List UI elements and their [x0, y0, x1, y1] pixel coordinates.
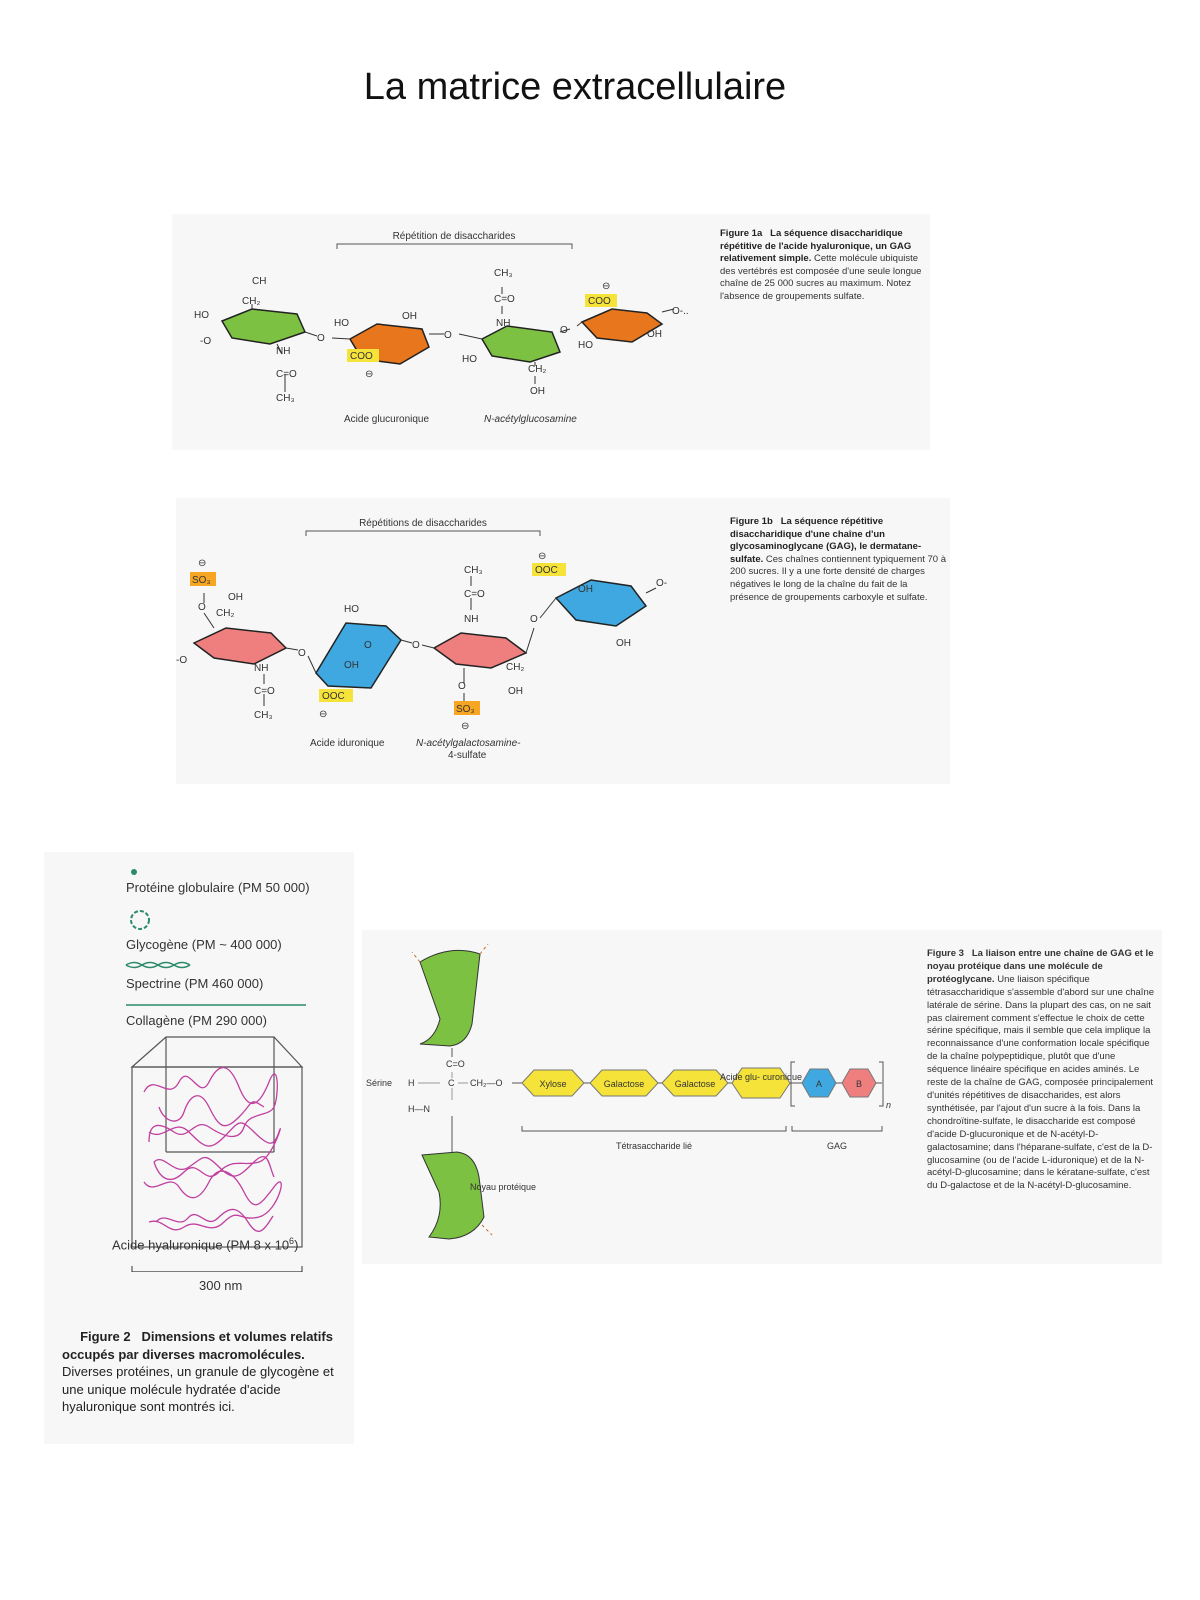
fig1a-o-left: -O — [200, 336, 212, 347]
fig1a-ho4: HO — [578, 340, 593, 351]
fig2-ha-text: Acide hyaluronique (PM 8 x 10 — [112, 1237, 290, 1253]
fig1a-ch3-b: CH₃ — [494, 268, 513, 279]
svg-text:Acide glu- curonique: Acide glu- curonique — [719, 1072, 803, 1082]
fig1b-ch2-a: CH₂ — [216, 608, 235, 619]
fig1a-o-end: O-.. — [672, 306, 689, 317]
fig1a-ch: CH — [252, 276, 267, 287]
fig3-ch2o: CH₂—O — [470, 1078, 503, 1088]
fig1a-ch2: CH₂ — [242, 296, 261, 307]
fig2-caption — [62, 1328, 348, 1416]
figure-1a-diagram — [172, 214, 732, 450]
fig1b-co-a: C=O — [254, 686, 275, 697]
hyaluronic-acid-cube — [132, 1037, 302, 1247]
fig1a-o3: O — [560, 325, 568, 336]
fig3-hn: H—N — [408, 1104, 430, 1114]
fig1a-minus-2: ⊖ — [602, 281, 611, 292]
svg-text:Xylose: Xylose — [539, 1079, 567, 1089]
fig1a-ho3: HO — [462, 354, 477, 365]
fig3-unit-b — [842, 1069, 876, 1097]
fig1b-oh-c: OH — [508, 686, 523, 697]
fig1b-ooc-1: OOC — [322, 691, 345, 702]
fig1a-co-b: C=O — [494, 294, 515, 305]
fig1b-caption-fig: Figure 1b — [730, 516, 773, 527]
fig3-caption — [927, 948, 1157, 1193]
fig1b-ch3-a: CH₃ — [254, 710, 273, 721]
fig3-unit-a — [802, 1069, 836, 1097]
fig3-caption-bold: La liaison entre une chaîne de GAG et le noyau protéique dans une molécule de protéoglycane. — [927, 948, 1154, 985]
fig1b-caption-text: Ces chaînes contiennent typiquement 70 à 200 sucres. Il y a une forte densité de charges négatives le long de la chaîne du fait de la présence de groupements carboxyle et sulfate. — [730, 553, 946, 603]
fig1a-ring-green-1 — [222, 309, 305, 344]
svg-text:A: A — [815, 1079, 823, 1089]
fig1a-ch3: CH₃ — [276, 393, 295, 404]
fig1b-oh-b: OH — [344, 660, 359, 671]
fig1b-minus-4: ⊖ — [538, 551, 547, 562]
fig2-item-spectrin: Spectrine (PM 460 000) — [126, 976, 264, 991]
figure-1b-panel — [176, 498, 950, 784]
fig2-ha-label — [112, 1236, 298, 1252]
figure-1b-diagram — [176, 498, 716, 784]
fig1b-oh-e: OH — [616, 638, 631, 649]
fig1b-o-end: O- — [656, 578, 668, 589]
fig1b-nh-b: NH — [464, 614, 479, 625]
fig1a-coo-1: COO — [350, 351, 373, 362]
fig1a-ch2-b: CH₂ — [528, 364, 547, 375]
fig1a-nh-b: NH — [496, 318, 511, 329]
fig3-gag: GAG — [826, 1141, 848, 1151]
fig1b-o-left: -O — [176, 655, 188, 666]
fig1b-label-right-1: N-acétylgalactosamine- — [416, 738, 521, 749]
fig1b-ring-blue-1 — [316, 623, 401, 688]
fig1b-caption-bold: La séquence répétitive disaccharidique d'une chaîne d'un glycosaminoglycane (GAG), le dermatane-sulfate. — [730, 516, 922, 565]
svg-text:B: B — [855, 1079, 863, 1089]
fig1a-caption-fig: Figure 1a — [720, 228, 763, 239]
fig1b-nh-a: NH — [254, 663, 269, 674]
fig1a-caption-bold: La séquence disaccharidique répétitive de l'acide hyaluronique, un GAG relativement simple. — [720, 228, 912, 265]
fig1a-ho: HO — [194, 310, 209, 321]
fig3-n: n — [886, 1100, 892, 1110]
fig3-sugar-galactose-2 — [662, 1070, 728, 1096]
fig3-sugar-galactose-1 — [590, 1070, 658, 1096]
fig1b-co-b: C=O — [464, 589, 485, 600]
fig2-caption-fig: Figure 2 — [80, 1329, 131, 1344]
protein-core-bottom — [422, 1152, 484, 1239]
fig1a-oh: OH — [402, 311, 417, 322]
fig3-caption-text: Une liaison spécifique tétrasaccharidique s'assemble d'abord sur une chaîne latérale de sérine. Dans la plupart des cas, on ne sait pas clairement comment s'effectue le choix de cette sérine spécifique, mais il semble que cela implique la reconnaissance d'une conformation locale spécifique de la chaîne polypeptidique, plutôt que d'une séquence linéaire spécifique en acides aminés. Le reste de la chaîne de GAG, composée principalement d'unités répétitives de disaccharides, est alors synthétisée, par l'ajout d'un sucre à la fois. Dans la chondroïtine-sulfate, le disaccharide est composé d'acide D-glucuronique et de N-acétyl-D-galactosamine; dans l'héparane-sulfate, c'est de la D-glucosamine (ou de l'acide L-iduronique) et de la N-acétyl-D-glucosamine; dans le kératane-sulfate, c'est du D-galactose et de la N-acétyl-D-glucosamine. — [927, 973, 1155, 1192]
fig1a-coo-2: COO — [588, 296, 611, 307]
fig2-scale-label: 300 nm — [199, 1278, 243, 1293]
fig3-co: C=O — [446, 1059, 465, 1069]
fig2-item-protein: Protéine globulaire (PM 50 000) — [126, 880, 310, 895]
fig1a-caption — [720, 228, 930, 304]
fig3-caption-fig: Figure 3 — [927, 948, 964, 959]
fig1a-caption-text: Cette molécule ubiquiste des vertébrés est composée d'une seule longue chaîne de 25 000 sucres au maximum. Notez l'absence de groupements sulfate. — [720, 253, 922, 302]
fig1a-minus-1: ⊖ — [365, 369, 374, 380]
fig3-sugar-xylose — [522, 1070, 584, 1096]
svg-text:Galactose: Galactose — [674, 1079, 716, 1089]
fig1b-minus-3: ⊖ — [461, 721, 470, 732]
glycogen-granule-icon — [131, 911, 149, 929]
fig1b-minus-2: ⊖ — [319, 709, 328, 720]
fig1b-o-a: O — [198, 602, 206, 613]
fig3-h: H — [408, 1078, 415, 1088]
fig1a-co: C=O — [276, 369, 297, 380]
figure-3-diagram — [362, 930, 902, 1264]
fig1a-label-left: Acide glucuronique — [344, 414, 430, 425]
fig2-item-glycogen: Glycogène (PM ~ 400 000) — [126, 937, 282, 952]
fig1b-ho: HO — [344, 604, 359, 615]
fig2-caption-text: Diverses protéines, un granule de glycogène et une unique molécule hydratée d'acide hyaluronique sont montrés ici. — [62, 1364, 334, 1414]
hyaluronic-acid-coil — [144, 1068, 281, 1232]
fig1b-so3-2: SO₃ — [456, 704, 475, 715]
fig3-serine: Sérine — [366, 1078, 393, 1088]
fig3-noyau: Noyau protéique — [470, 1182, 537, 1192]
figure-2-diagram — [44, 852, 354, 1272]
svg-text:Galactose: Galactose — [603, 1079, 645, 1089]
fig1b-bracket-label: Répétitions de disaccharides — [359, 518, 487, 529]
fig1a-oh-b: OH — [530, 386, 545, 397]
fig1b-o-2: O — [412, 640, 420, 651]
fig1a-ho2: HO — [334, 318, 349, 329]
figure-2-panel — [44, 852, 354, 1444]
fig1b-oh-a: OH — [228, 592, 243, 603]
fig1a-ring-green-2 — [482, 326, 560, 362]
fig3-sugar-glucuronic — [720, 1068, 802, 1098]
fig1a-bracket-label: Répétition de disaccharides — [392, 231, 516, 242]
figure-1a-panel — [172, 214, 930, 450]
globular-protein-dot — [131, 869, 137, 875]
fig2-caption-bold: Dimensions et volumes relatifs occupés par diverses macromolécules. — [62, 1329, 333, 1362]
figure-3-panel — [362, 930, 1162, 1264]
fig2-ha-close: ) — [294, 1237, 299, 1253]
page-title: La matrice extracellulaire — [363, 66, 787, 108]
fig1b-label-right-2: 4-sulfate — [448, 750, 487, 761]
fig1b-o-3: O — [530, 614, 538, 625]
fig1b-oh-d: OH — [578, 584, 593, 595]
fig1a-o2: O — [444, 330, 452, 341]
fig1b-o-b: O — [458, 681, 466, 692]
fig1b-caption — [730, 516, 948, 604]
fig1b-o-ring1: O — [364, 640, 372, 651]
fig1b-ring-pink-1 — [194, 628, 286, 664]
protein-core-top — [420, 950, 480, 1046]
fig1b-ring-blue-2 — [556, 580, 646, 626]
fig3-c: C — [448, 1078, 455, 1088]
fig2-ha-exp: 6 — [289, 1236, 295, 1246]
fig1b-so3-1: SO₃ — [192, 575, 211, 586]
fig1a-label-right: N-acétylglucosamine — [484, 414, 577, 425]
fig2-item-collagen: Collagène (PM 290 000) — [126, 1013, 267, 1028]
fig1b-minus-1: ⊖ — [198, 558, 207, 569]
fig1b-ooc-2: OOC — [535, 565, 558, 576]
fig1a-nh: NH — [276, 346, 291, 357]
fig1b-ch3-b: CH₃ — [464, 565, 483, 576]
fig1b-o-1: O — [298, 648, 306, 659]
fig3-tetra: Tétrasaccharide lié — [615, 1141, 693, 1151]
fig1b-ch2-b: CH₂ — [506, 662, 525, 673]
fig1b-label-left: Acide iduronique — [310, 738, 385, 749]
fig1a-o1: O — [317, 333, 325, 344]
fig1a-oh2: OH — [647, 329, 662, 340]
